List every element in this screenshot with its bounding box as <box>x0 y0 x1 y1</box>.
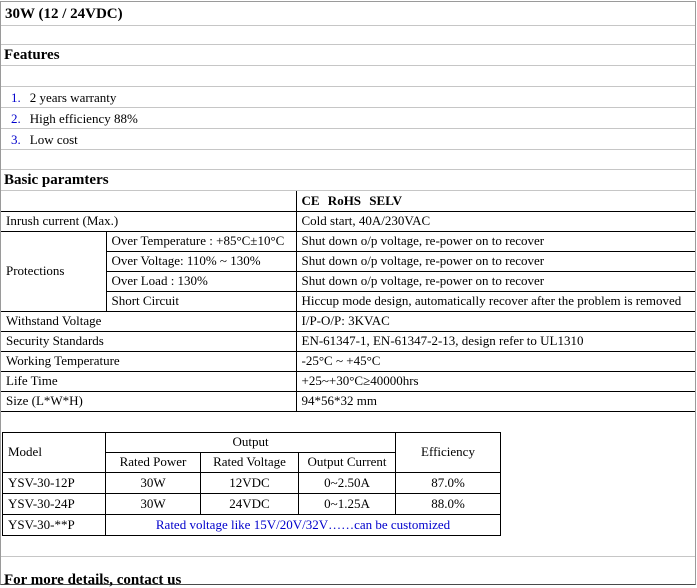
efficiency-cell: 88.0% <box>396 493 501 514</box>
feature-item <box>1 108 695 129</box>
rated-power-column-header: Rated Power <box>106 452 201 472</box>
protection-behavior-cell: Hiccup mode design, automatically recover after the problem is removed <box>296 291 695 311</box>
spec-row-inrush <box>1 211 695 231</box>
spec-row-size <box>1 391 695 411</box>
spec-row-withstand-voltage <box>1 311 695 331</box>
model-name-cell: YSV-30-**P <box>3 514 106 535</box>
model-table-row <box>3 493 501 514</box>
footer-note: For more details, contact us <box>4 571 182 588</box>
protection-behavior-cell: Shut down o/p voltage, re-power on to recover <box>296 231 695 251</box>
protection-condition-cell: Over Voltage: 110% ~ 130% <box>106 251 296 271</box>
cert-header-cell: CE RoHS SELV <box>296 191 695 211</box>
spacer <box>1 150 695 170</box>
model-table-row <box>3 472 501 493</box>
protection-behavior-cell: Shut down o/p voltage, re-power on to recover <box>296 271 695 291</box>
protection-condition-cell: Over Load : 130% <box>106 271 296 291</box>
efficiency-cell: 87.0% <box>396 472 501 493</box>
rated-power-cell: 30W <box>106 472 201 493</box>
custom-voltage-note: Rated voltage like 15V/20V/32V……can be customized <box>106 514 501 535</box>
spec-value-cell: Cold start, 40A/230VAC <box>296 211 695 231</box>
model-table <box>2 432 501 536</box>
model-name-cell: YSV-30-12P <box>3 472 106 493</box>
model-column-header: Model <box>3 432 106 472</box>
spec-label-cell: Working Temperature <box>1 351 296 371</box>
spec-row-protection <box>1 291 695 311</box>
feature-text: High efficiency 88% <box>29 111 138 126</box>
spec-label-cell: Security Standards <box>1 331 296 351</box>
rated-voltage-cell: 12VDC <box>201 472 299 493</box>
protection-condition-cell: Over Temperature : +85°C±10°C <box>106 231 296 251</box>
spec-value-cell: 94*56*32 mm <box>296 391 695 411</box>
model-table-header-row <box>3 432 501 452</box>
rated-power-cell: 30W <box>106 493 201 514</box>
spec-cert-row <box>1 191 695 211</box>
spec-label-cell: Withstand Voltage <box>1 311 296 331</box>
spec-row-protection <box>1 271 695 291</box>
output-column-header: Output <box>106 432 396 452</box>
model-table-section <box>1 432 695 557</box>
spacer <box>1 66 695 87</box>
feature-text: Low cost <box>29 132 78 147</box>
feature-item <box>1 129 695 150</box>
feature-item <box>1 87 695 108</box>
rated-voltage-cell: 24VDC <box>201 493 299 514</box>
spec-empty-cell <box>1 191 296 211</box>
spec-row-security-standards <box>1 331 695 351</box>
output-current-cell: 0~1.25A <box>299 493 396 514</box>
spec-label-cell: Inrush current (Max.) <box>1 211 296 231</box>
spec-row-life-time <box>1 371 695 391</box>
model-name-cell: YSV-30-24P <box>3 493 106 514</box>
feature-number: 1. <box>11 90 21 105</box>
datasheet-document <box>0 1 696 588</box>
output-current-cell: 0~2.50A <box>299 472 396 493</box>
feature-text: 2 years warranty <box>29 90 117 105</box>
rated-voltage-column-header: Rated Voltage <box>201 452 299 472</box>
feature-number: 3. <box>11 132 21 147</box>
protection-behavior-cell: Shut down o/p voltage, re-power on to recover <box>296 251 695 271</box>
features-heading: Features <box>1 45 695 66</box>
spec-table <box>1 191 695 412</box>
spec-value-cell: EN-61347-1, EN-61347-2-13, design refer to UL1310 <box>296 331 695 351</box>
spec-row-working-temperature <box>1 351 695 371</box>
spec-label-cell: Size (L*W*H) <box>1 391 296 411</box>
model-table-custom-row <box>3 514 501 535</box>
spec-value-cell: +25~+30°C≥40000hrs <box>296 371 695 391</box>
spec-label-cell: Life Time <box>1 371 296 391</box>
spec-value-cell: -25°C ~ +45°C <box>296 351 695 371</box>
output-current-column-header: Output Current <box>299 452 396 472</box>
spec-value-cell: I/P-O/P: 3KVAC <box>296 311 695 331</box>
spec-row-protection <box>1 251 695 271</box>
basic-parameters-heading: Basic paramters <box>1 170 695 191</box>
efficiency-column-header: Efficiency <box>396 432 501 472</box>
page-title: 30W (12 / 24VDC) <box>1 2 695 26</box>
spec-row-protection <box>1 231 695 251</box>
protections-label-cell: Protections <box>1 231 106 311</box>
feature-number: 2. <box>11 111 21 126</box>
spacer <box>1 26 695 45</box>
protection-condition-cell: Short Circuit <box>106 291 296 311</box>
